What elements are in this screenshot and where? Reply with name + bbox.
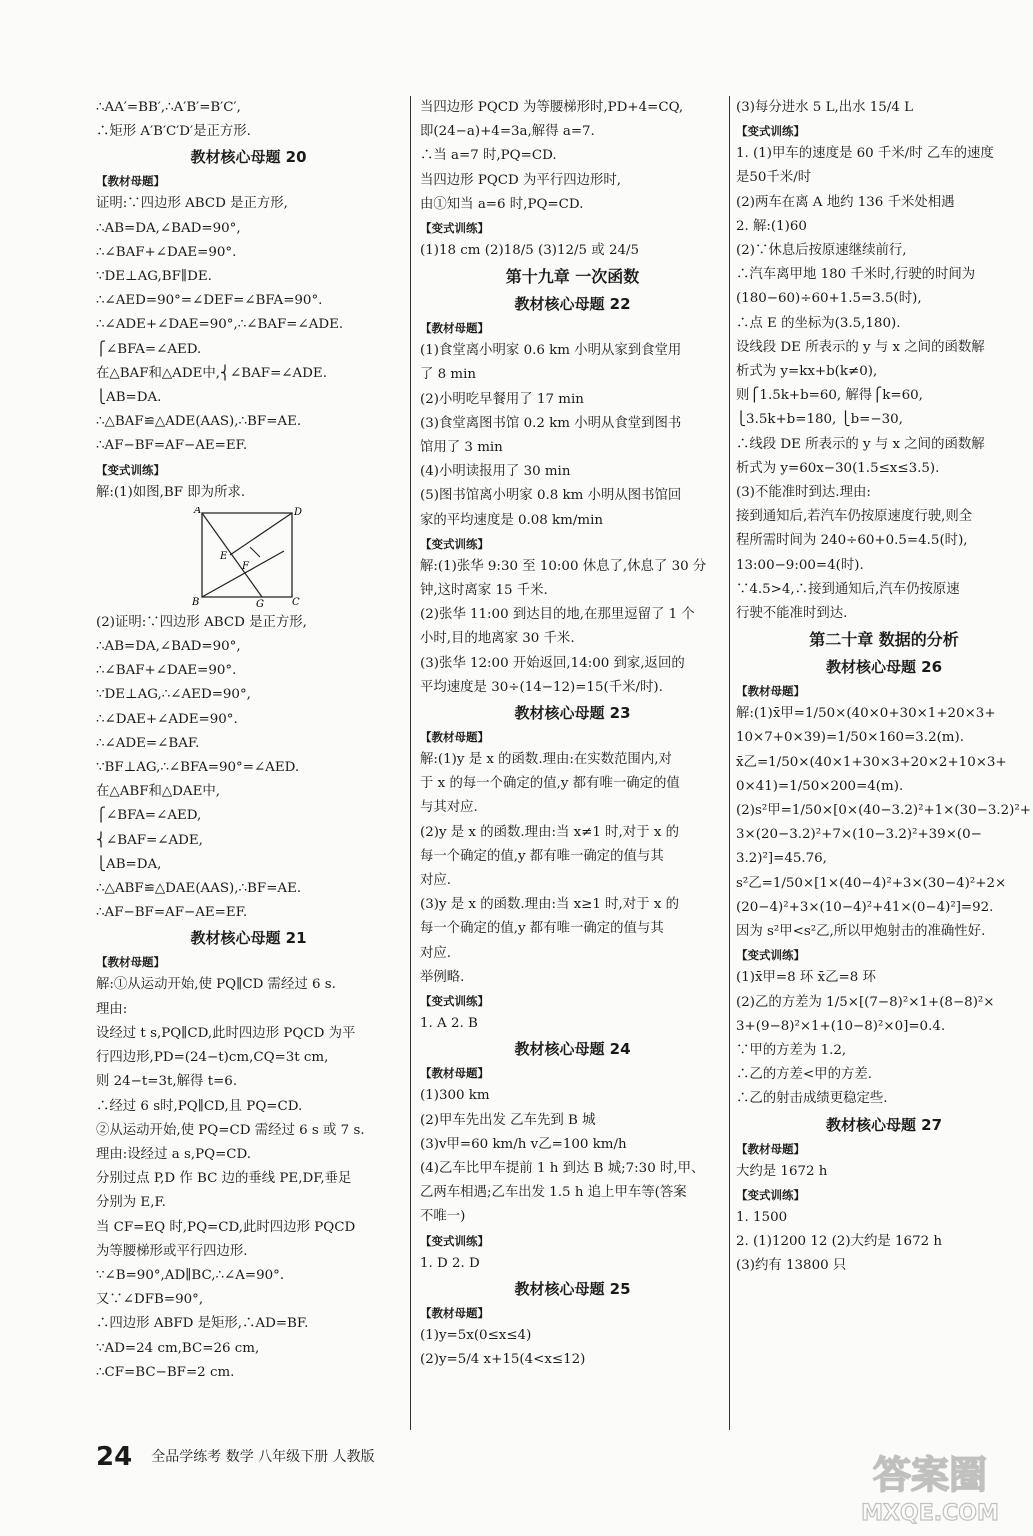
text-line: ∴∠ADE=∠BAF. [96, 735, 200, 751]
text-line: 不唯一) [420, 1209, 466, 1225]
text-line: ∴线段 DE 所表示的 y 与 x 之间的函数解 [736, 436, 985, 452]
subsection-tag: 【教材母题】 [736, 684, 805, 699]
subsection-tag: 【教材母题】 [420, 321, 489, 336]
watermark-logo [840, 1448, 1020, 1528]
text-line: ∴当 a=7 时,PQ=CD. [420, 148, 557, 164]
text-line: 3.2)²]=45.76, [736, 851, 827, 867]
text-line: 了 8 min [420, 367, 477, 383]
section-heading: 教材核心母题 27 [825, 1115, 943, 1134]
label-a: A [194, 506, 202, 516]
text-line: ∴∠DAE+∠ADE=90°. [96, 711, 238, 727]
subsection-tag: 【教材母题】 [736, 1141, 805, 1156]
text-line: (4)小明读报用了 30 min [420, 464, 571, 480]
section-heading: 教材核心母题 25 [514, 1279, 631, 1298]
geometry-figure [96, 507, 401, 607]
subsection-tag: 【变式训练】 [736, 948, 805, 963]
column-right [736, 96, 1032, 1278]
column-divider [729, 96, 730, 1430]
text-line: ∴∠BAF+∠DAE=90°. [96, 663, 237, 679]
text-line: 3+(9−8)²×1+(10−8)²×0]=0.4. [736, 1018, 946, 1034]
text-line: 设经过 t s,PQ∥CD,此时四边形 PQCD 为平 [96, 1025, 356, 1041]
text-line: (2)乙的方差为 1/5×[(7−8)²×1+(8−8)²× [736, 994, 995, 1010]
text-line: 即(24−a)+4=3a,解得 a=7. [420, 124, 595, 140]
text-line: s²乙=1/50×[1×(40−4)²+3×(30−4)²+2× [736, 875, 1007, 891]
watermark-url: MXQE.COM [861, 1501, 999, 1526]
label-b: B [192, 596, 200, 607]
text-line: 对应. [420, 873, 452, 889]
text-line: ∴AB=DA,∠BAD=90°, [96, 220, 241, 236]
text-line: ∴汽车离甲地 180 千米时,行驶的时间为 [736, 267, 976, 283]
text-line: (4)乙车比甲车提前 1 h 到达 B 城;7:30 时,甲、 [420, 1160, 705, 1176]
text-line: 0×41)=1/50×200=4(m). [736, 778, 904, 794]
text-line: ∵甲的方差为 1.2, [736, 1042, 847, 1058]
text-line: ∴∠AED=90°=∠DEF=∠BFA=90°. [96, 293, 323, 309]
text-line: ⎨∠BAF=∠ADE, [96, 832, 203, 848]
text-line: ②从运动开始,使 PQ=CD 需经过 6 s 或 7 s. [96, 1122, 365, 1138]
text-line: ∴△ABF≌△DAE(AAS),∴BF=AE. [96, 881, 302, 897]
subsection-tag: 【教材母题】 [96, 174, 165, 189]
section-heading: 教材核心母题 22 [514, 295, 631, 314]
text-line: ∵DE⊥AG,∴∠AED=90°, [96, 687, 251, 703]
text-line: 又∵∠DFB=90°, [96, 1292, 204, 1308]
text-line: (2)y 是 x 的函数.理由:当 x≠1 时,对于 x 的 [420, 824, 680, 840]
text-line: 10×7+0×39)=1/50×160=3.2(m). [736, 730, 964, 746]
text-line: 1. D 2. D [420, 1255, 480, 1271]
page-number: 24 [96, 1442, 133, 1472]
label-f: F [242, 560, 249, 572]
subsection-tag: 【教材母题】 [96, 955, 165, 970]
text-line: ∴经过 6 s时,PQ∥CD,且 PQ=CD. [96, 1098, 303, 1114]
text-line: 当四边形 PQCD 为等腰梯形时,PD+4=CQ, [420, 100, 684, 115]
column-middle [420, 96, 725, 1372]
text-line: 行四边形,PD=(24−t)cm,CQ=3t cm, [96, 1050, 329, 1066]
subsection-tag: 【变式训练】 [736, 124, 805, 139]
text-line: (2)证明:∵四边形 ABCD 是正方形, [96, 614, 307, 630]
text-line: (1)18 cm (2)18/5 (3)12/5 或 24/5 [420, 243, 640, 259]
text-line: (20−4)²+3×(10−4)²+41×(0−4)²]=92. [736, 899, 994, 915]
text-line: ∴四边形 ABFD 是矩形,∴AD=BF. [96, 1316, 309, 1332]
text-line: 因为 s²甲<s²乙,所以甲炮射击的准确性好. [736, 924, 986, 940]
text-line: ∴CF=BC−BF=2 cm. [96, 1364, 235, 1380]
page-footer [96, 1442, 375, 1472]
label-e: E [220, 550, 228, 562]
text-line: (2)两车在离 A 地约 136 千米处相遇 [736, 194, 955, 210]
subsection-tag: 【教材母题】 [420, 1066, 489, 1081]
text-line: 析式为 y=kx+b(k≠0), [736, 364, 878, 380]
text-line: 当四边形 PQCD 为平行四边形时, [420, 172, 622, 188]
label-c: C [292, 596, 300, 607]
text-line: (3)y 是 x 的函数.理由:当 x≥1 时,对于 x 的 [420, 897, 680, 913]
text-line: 解:(1)y 是 x 的函数.理由:在实数范围内,对 [420, 752, 672, 768]
subsection-tag: 【教材母题】 [420, 730, 489, 745]
text-line: (3)食堂离图书馆 0.2 km 小明从食堂到图书 [420, 415, 682, 431]
subsection-tag: 【变式训练】 [420, 536, 489, 551]
text-line: 程所需时间为 240÷60+0.5=4.5(时), [736, 533, 968, 549]
text-line: 理由:设经过 a s,PQ=CD. [96, 1146, 252, 1162]
text-line: 2. (1)1200 12 (2)大约是 1672 h [736, 1233, 942, 1249]
text-line: ∵DE⊥AG,BF∥DE. [96, 269, 212, 285]
text-line: 小时,目的地离家 30 千米. [420, 631, 575, 647]
text-line: 解:(1)x̄甲=1/50×(40×0+30×1+20×3+ [736, 706, 996, 722]
text-line: 理由: [96, 1001, 128, 1017]
section-heading: 教材核心母题 20 [190, 148, 307, 167]
chapter-heading: 第十九章 一次函数 [505, 267, 640, 287]
text-line: 由①知当 a=6 时,PQ=CD. [420, 196, 584, 212]
text-line: 家的平均速度是 0.08 km/min [420, 512, 603, 528]
text-line: 解:(1)张华 9:30 至 10:00 休息了,休息了 30 分 [420, 558, 707, 574]
label-g: G [256, 598, 264, 607]
text-line: ∴乙的方差<甲的方差. [736, 1067, 872, 1083]
square-figure-svg [192, 507, 302, 607]
text-line: (2)∵休息后按原速继续前行, [736, 243, 907, 259]
text-line: 设线段 DE 所表示的 y 与 x 之间的函数解 [736, 339, 985, 355]
text-line: 平均速度是 30÷(14−12)=15(千米/时). [420, 679, 663, 695]
text-line: ∴∠ADE+∠DAE=90°,∴∠BAF=∠ADE. [96, 317, 344, 333]
watermark-logo-text: 答案圈 [872, 1453, 988, 1497]
section-heading: 教材核心母题 23 [514, 704, 631, 723]
text-line: 证明:∵四边形 ABCD 是正方形, [96, 196, 288, 212]
subsection-tag: 【变式训练】 [736, 1187, 805, 1202]
column-left [96, 96, 401, 1385]
text-line: 3×(20−3.2)²+7×(10−3.2)²+39×(0− [736, 827, 982, 843]
text-line: (3)每分进水 5 L,出水 15/4 L [736, 100, 913, 115]
segment-de [230, 513, 292, 555]
text-line: 大约是 1672 h [736, 1163, 828, 1179]
text-line: ∵BF⊥AG,∴∠BFA=90°=∠AED. [96, 760, 300, 776]
text-line: 析式为 y=60x−30(1.5≤x≤3.5). [736, 460, 940, 476]
text-line: ∴乙的射击成绩更稳定些. [736, 1091, 888, 1107]
text-line: 乙两车相遇;乙车出发 1.5 h 追上甲车等(答案 [420, 1185, 687, 1201]
text-line: ⎩3.5k+b=180, ⎩b=−30, [736, 412, 903, 428]
text-line: 举例略. [420, 969, 465, 985]
text-line: 是50千米/时 [736, 170, 812, 186]
text-line: 1. 1500 [736, 1209, 788, 1225]
text-line: ∵∠B=90°,AD∥BC,∴∠A=90°. [96, 1267, 285, 1283]
square-abcd [202, 513, 292, 597]
subsection-tag: 【变式训练】 [420, 994, 489, 1009]
text-line: 则 24−t=3t,解得 t=6. [96, 1074, 238, 1090]
text-line: (1)y=5x(0≤x≤4) [420, 1327, 532, 1343]
text-line: ∴点 E 的坐标为(3.5,180). [736, 315, 901, 331]
text-line: ∴AA′=BB′,∴A′B′=B′C′, [96, 100, 241, 115]
text-line: 在△ABF和△DAE中, [96, 784, 221, 800]
column-divider [410, 96, 411, 1430]
arc-mark [250, 547, 260, 557]
text-line: ∴△BAF≌△ADE(AAS),∴BF=AE. [96, 414, 302, 430]
text-line: (2)甲车先出发 乙车先到 B 城 [420, 1112, 596, 1128]
text-line: 则⎧1.5k+b=60, 解得⎧k=60, [736, 388, 923, 404]
text-line: (1)300 km [420, 1088, 490, 1104]
text-line: 馆用了 3 min [420, 440, 503, 456]
text-line: ⎧∠BFA=∠AED. [96, 341, 202, 357]
text-line: 1. A 2. B [420, 1016, 478, 1032]
text-line: x̄乙=1/50×(40×1+30×3+20×2+10×3+ [736, 754, 1007, 770]
text-line: 为等腰梯形或平行四边形. [96, 1243, 248, 1259]
text-line: 接到通知后,若汽车仍按原速度行驶,则全 [736, 509, 973, 525]
text-line: ⎩AB=DA. [96, 390, 162, 406]
text-line: 分别为 E,F. [96, 1195, 166, 1211]
text-line: (2)小明吃早餐用了 17 min [420, 391, 584, 407]
text-line: 13:00−9:00=4(时). [736, 557, 864, 573]
text-line: 与其对应. [420, 800, 478, 816]
footer-book-title: 全品学练考 数学 八年级下册 人教版 [151, 1449, 375, 1465]
text-line: (2)s²甲=1/50×[0×(40−3.2)²+1×(30−3.2)²+ [736, 803, 1031, 819]
text-line: 于 x 的每一个确定的值,y 都有唯一确定的值 [420, 776, 680, 792]
text-line: 每一个确定的值,y 都有唯一确定的值与其 [420, 921, 664, 937]
label-d: D [294, 506, 302, 518]
text-line: 每一个确定的值,y 都有唯一确定的值与其 [420, 848, 664, 864]
text-line: 2. 解:(1)60 [736, 218, 807, 234]
text-line: 在△BAF和△ADE中,⎨∠BAF=∠ADE. [96, 365, 327, 381]
section-heading: 教材核心母题 24 [514, 1040, 631, 1059]
text-line: ∵4.5>4,∴接到通知后,汽车仍按原速 [736, 581, 960, 597]
text-line: (3)张华 12:00 开始返回,14:00 到家,返回的 [420, 655, 685, 671]
text-line: 解:①从运动开始,使 PQ∥CD 需经过 6 s. [96, 977, 336, 993]
text-line: (2)y=5/4 x+15(4<x≤12) [420, 1351, 586, 1367]
text-line: ∴矩形 A′B′C′D′是正方形. [96, 124, 251, 140]
subsection-tag: 【变式训练】 [420, 1233, 489, 1248]
text-line: 当 CF=EQ 时,PQ=CD,此时四边形 PQCD [96, 1219, 356, 1235]
text-line: ∴AB=DA,∠BAD=90°, [96, 639, 241, 655]
text-line: 解:(1)如图,BF 即为所求. [96, 484, 246, 500]
text-line: 行驶不能准时到达. [736, 606, 848, 622]
text-line: ∵AD=24 cm,BC=26 cm, [96, 1340, 260, 1356]
chapter-heading: 第二十章 数据的分析 [809, 630, 959, 650]
text-line: 分别过点 P,D 作 BC 边的垂线 PE,DF,垂足 [96, 1171, 352, 1187]
text-line: (2)张华 11:00 到达目的地,在那里逗留了 1 个 [420, 607, 695, 623]
text-line: 钟,这时离家 15 千米. [420, 583, 548, 599]
text-line: (1)食堂离小明家 0.6 km 小明从家到食堂用 [420, 343, 682, 359]
subsection-tag: 【变式训练】 [420, 221, 489, 236]
subsection-tag: 【教材母题】 [420, 1305, 489, 1320]
text-line: (3)v甲=60 km/h v乙=100 km/h [420, 1136, 627, 1152]
text-line: ⎩AB=DA, [96, 856, 162, 872]
text-line: 1. (1)甲车的速度是 60 千米/时 乙车的速度 [736, 146, 994, 162]
text-line: (1)x̄甲=8 环 x̄乙=8 环 [736, 970, 876, 986]
text-line: ⎧∠BFA=∠AED, [96, 808, 202, 824]
text-line: 对应. [420, 945, 452, 961]
text-line: (3)不能准时到达.理由: [736, 485, 871, 501]
text-line: ∴AF−BF=AF−AE=EF. [96, 905, 248, 921]
text-line: (180−60)÷60+1.5=3.5(时), [736, 291, 922, 307]
segment-bf [202, 551, 284, 597]
segment-ag [202, 513, 262, 597]
text-line: ∴∠BAF+∠DAE=90°. [96, 244, 237, 260]
subsection-tag: 【变式训练】 [96, 462, 165, 477]
text-line: (3)约有 13800 只 [736, 1258, 847, 1274]
section-heading: 教材核心母题 26 [825, 658, 943, 677]
section-heading: 教材核心母题 21 [190, 929, 307, 948]
text-line: (5)图书馆离小明家 0.8 km 小明从图书馆回 [420, 488, 682, 504]
text-line: ∴AF−BF=AF−AE=EF. [96, 438, 248, 454]
